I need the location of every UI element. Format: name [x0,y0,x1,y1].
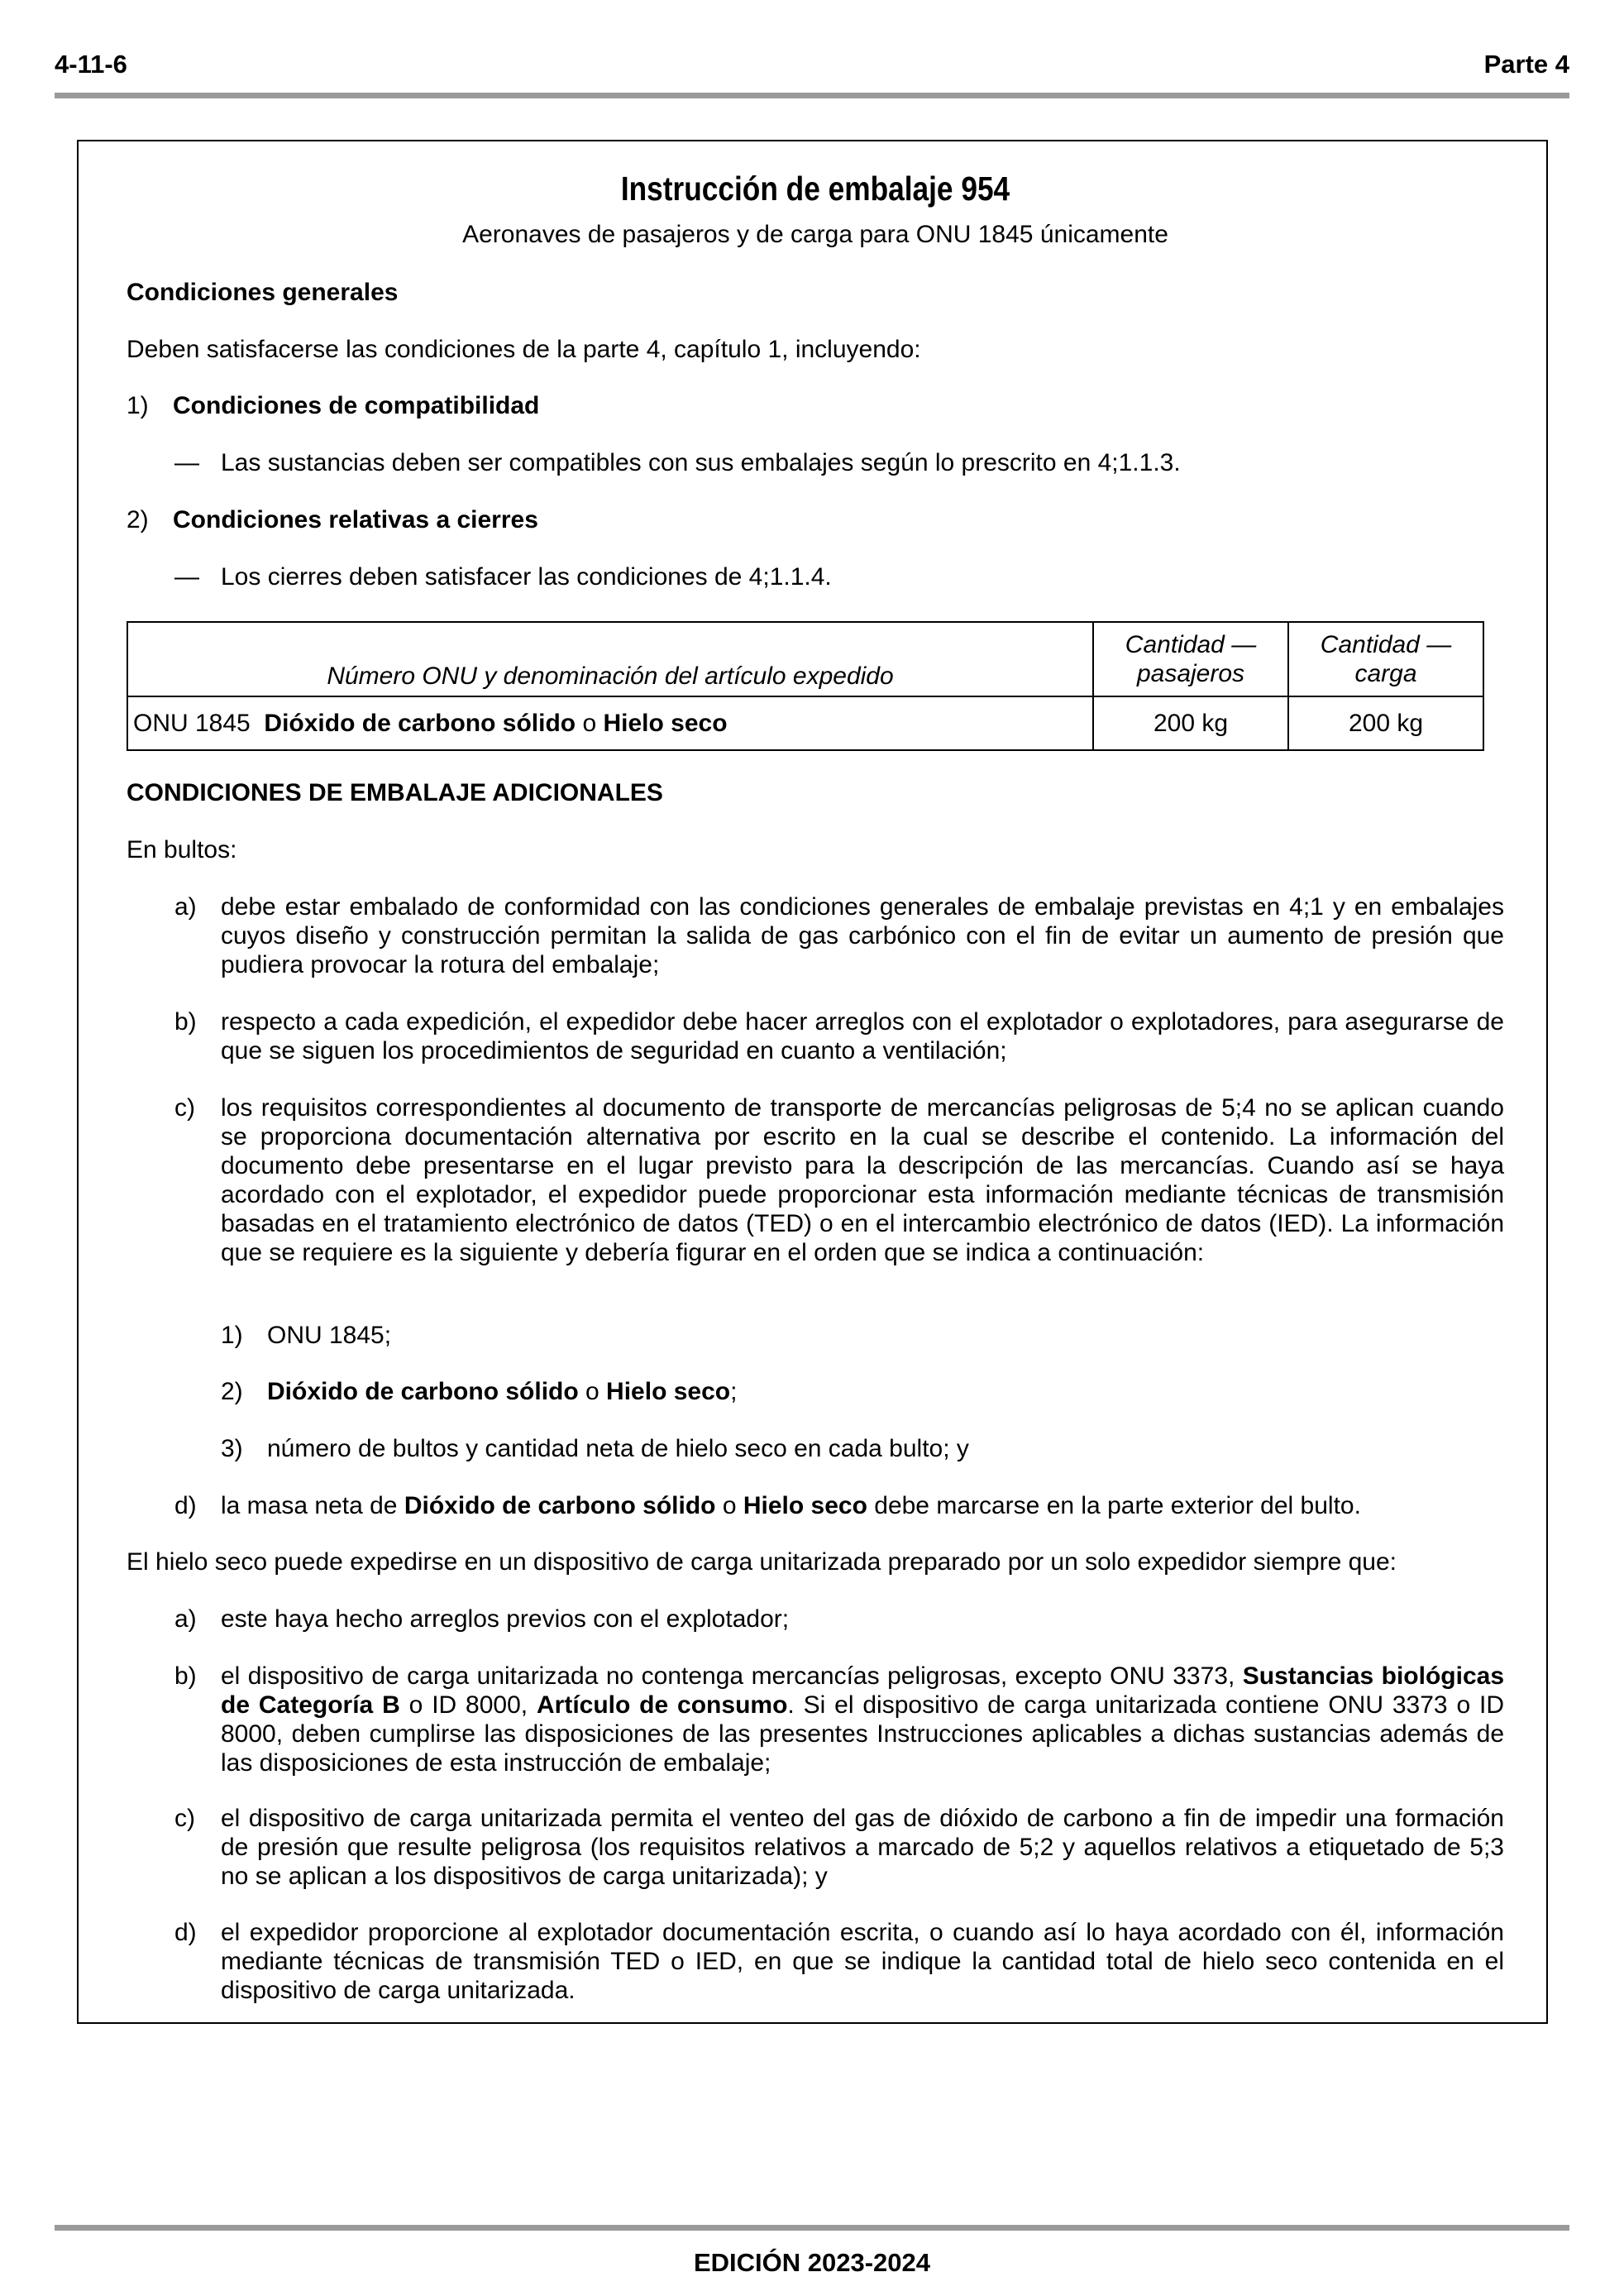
item-label: b) [174,1662,197,1690]
cell-cargo: 200 kg [1288,696,1483,750]
sub-bold-1: Dióxido de carbono sólido [267,1378,579,1405]
uld-item-c [174,1804,1504,1891]
header-passenger-line1: Cantidad — [1125,631,1257,658]
item-text: el dispositivo de carga unitarizada permita el venteo del gas de dióxido de carbono a fin de impedir una formación de presión que resulte peligrosa (los requisitos relativos a marcado de 5;2 y aquellos relativos a etiquetado de 5;3 no se aplican a los dispositivos de carga unitarizada); y [221,1805,1504,1890]
general-intro: Deben satisfacerse las condiciones de la parte 4, capítulo 1, incluyendo: [127,336,921,363]
cell-passenger: 200 kg [1093,696,1288,750]
item-label: a) [174,1605,197,1633]
item-number: 1) [127,392,149,419]
item-label: a) [174,893,197,921]
footer-rule [55,2225,1569,2231]
sub-end: ; [730,1378,738,1405]
cell-un-name [127,696,1093,750]
item-text [221,1662,1504,1777]
item-label: c) [174,1094,195,1122]
table-row [127,696,1483,750]
uld-item-d [174,1918,1504,2005]
item-number: 2) [127,506,149,533]
sub-label: 1) [221,1322,243,1349]
shipping-name-2: Hielo seco [603,710,728,737]
sub-text: número de bultos y cantidad neta de hielo seco en cada bulto; y [267,1435,969,1462]
item-text: Los cierres deben satisfacer las condiciones de 4;1.1.4. [221,563,832,591]
page-number: 4-11-6 [55,50,127,79]
item-pre: la masa neta de [221,1492,404,1519]
additional-item-a [174,892,1504,979]
item-text: debe estar embalado de conformidad con las condiciones generales de embalaje previstas en 4;1 y en embalajes cuyos diseño y construcción permitan la salida de gas carbónico con el fin de evitar un aumento de presión que pudiera provocar la rotura del embalaje; [221,893,1504,978]
page-subtitle: Aeronaves de pasajeros y de carga para ONU 1845 únicamente [462,221,1168,248]
additional-intro: En bultos: [127,836,237,863]
item-heading: Condiciones de compatibilidad [173,392,540,419]
additional-item-c [174,1093,1504,1267]
item-label: c) [174,1805,195,1832]
sub-bold-2: Hielo seco [606,1378,731,1405]
un-number: ONU 1845 [133,710,251,737]
item-heading: Condiciones relativas a cierres [173,506,538,533]
additional-heading: CONDICIONES DE EMBALAJE ADICIONALES [127,779,663,806]
dash: — [174,449,199,476]
item-mid: o ID 8000, [399,1691,537,1719]
header-cargo [1288,622,1483,696]
item-or: o [715,1492,743,1519]
sub-text [267,1377,737,1406]
header-passenger-line2: pasajeros [1136,660,1245,687]
instruction-box [77,140,1548,2024]
item-post: . Si el dispositivo de carga unitarizada contiene ONU 3373 o ID 8000, deben cumplirse las disposiciones de las presentes Instrucciones aplicables a dichas sustancias además de las disposiciones de esta instrucción de embalaje; [221,1691,1504,1777]
page-title: Instrucción de embalaje 954 [620,170,1010,208]
table-header-row [127,622,1483,696]
item-bold-1: Sustancias biológicas de Categoría B [221,1662,1505,1719]
item-text [221,1491,1361,1520]
item-label: d) [174,1492,197,1519]
item-bold-2: Hielo seco [743,1492,867,1519]
item-label: d) [174,1919,197,1946]
header-passenger [1093,622,1288,696]
sub-label: 2) [221,1378,243,1405]
uld-intro: El hielo seco puede expedirse en un dispositivo de carga unitarizada preparado por un solo expedidor siempre que: [127,1548,1397,1576]
item-post: debe marcarse en la parte exterior del bulto. [867,1492,1361,1519]
shipping-name-1: Dióxido de carbono sólido [264,710,576,737]
general-heading: Condiciones generales [127,279,399,306]
dash: — [174,563,199,591]
item-text: el expedidor proporcione al explotador documentación escrita, o cuando así lo haya acordado con él, información mediante técnicas de transmisión TED o IED, en que se indique la cantidad total de hielo seco contenida en el dispositivo de carga unitarizada. [221,1919,1504,2004]
edition-footer: EDICIÓN 2023-2024 [693,2248,931,2277]
header-rule [55,93,1569,98]
header-un-name: Número ONU y denominación del artículo expedido [127,622,1093,696]
sub-or: o [578,1378,607,1405]
uld-item-b [174,1662,1504,1777]
item-bold-2: Artículo de consumo [536,1691,788,1719]
additional-item-b [174,1007,1504,1065]
item-bold-1: Dióxido de carbono sólido [404,1492,716,1519]
item-text: este haya hecho arreglos previos con el explotador; [221,1605,790,1633]
sub-text: ONU 1845; [267,1322,392,1349]
item-text: Las sustancias deben ser compatibles con sus embalajes según lo prescrito en 4;1.1.3. [221,449,1181,476]
item-pre: el dispositivo de carga unitarizada no contenga mercancías peligrosas, excepto ONU 3373, [221,1662,1243,1690]
sub-label: 3) [221,1435,243,1462]
item-text: los requisitos correspondientes al documento de transporte de mercancías peligrosas de 5;4 no se aplican cuando se proporciona documentación alternativa por escrito en la cual se describe el contenido. La información del documento debe presentarse en el lugar previsto para la descripción de las mercancías. Cuando así se haya acordado con el explotador, el expedidor puede proporcionar esta información mediante técnicas de transmisión basadas en el tratamiento electrónico de datos (TED) o en el intercambio electrónico de datos (IED). La información que se requiere es la siguiente y debería figurar en el orden que se indica a continuación: [221,1094,1504,1266]
header-cargo-line2: carga [1354,660,1417,687]
shipping-name-or: o [576,710,604,737]
header-cargo-line1: Cantidad — [1320,631,1452,658]
item-text: respecto a cada expedición, el expedidor debe hacer arreglos con el explotador o explotadores, para asegurarse de que se siguen los procedimientos de seguridad en cuanto a ventilación; [221,1008,1504,1064]
item-label: b) [174,1008,197,1036]
quantity-table [127,621,1484,751]
part-label: Parte 4 [1483,50,1569,79]
